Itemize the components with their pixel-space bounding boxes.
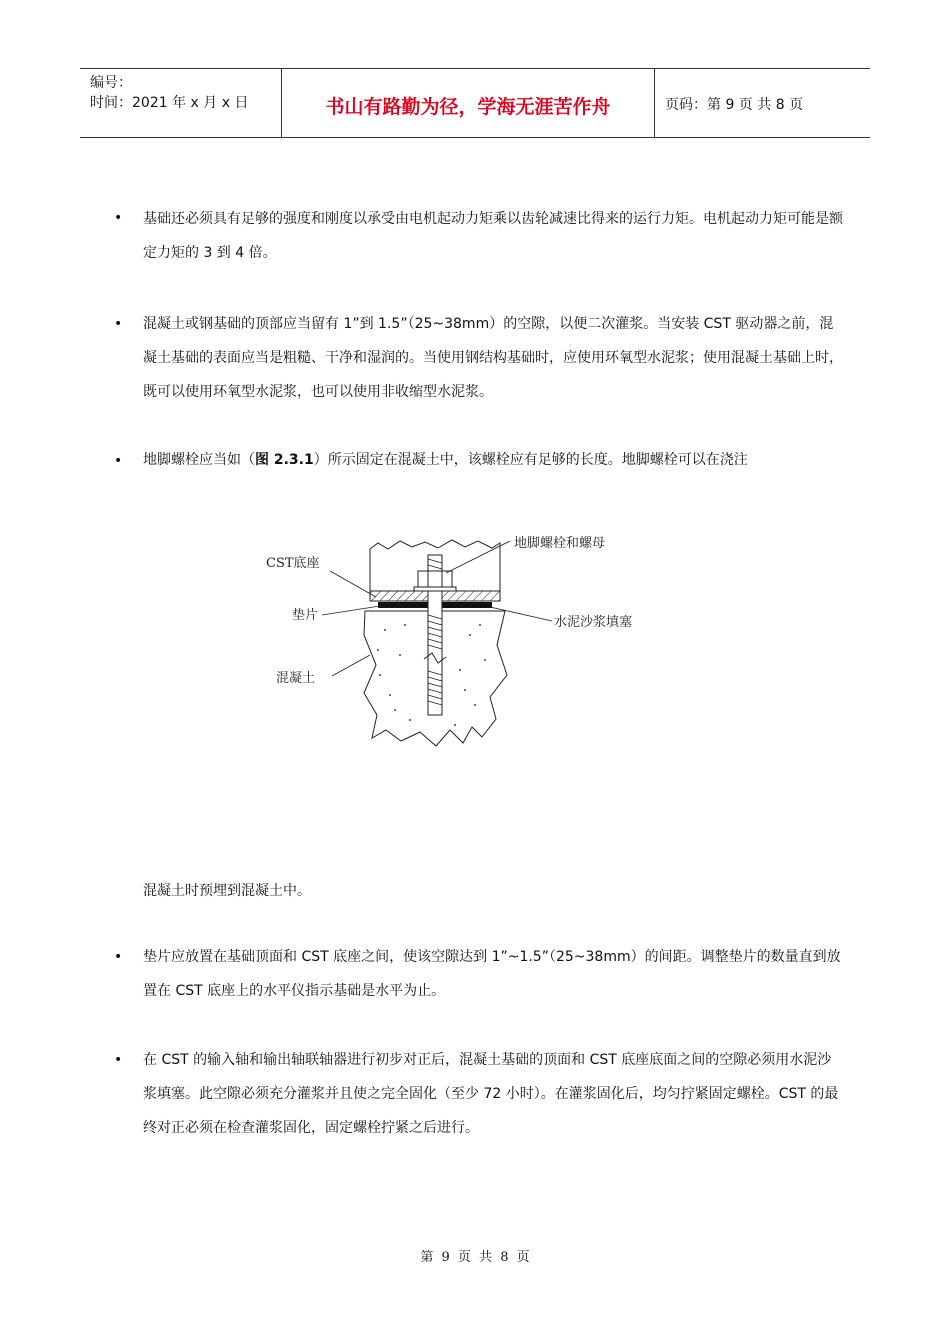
document-date-label: 时间：2021 年 x 月 x 日 [90, 95, 249, 111]
page-footer: 第 9 页 共 8 页 [420, 1250, 530, 1265]
header-cell-meta [80, 69, 282, 137]
paragraph-grout-gap: 混凝土或钢基础的顶部应当留有 1”到 1.5”（25~38mm）的空隙，以便二次灌浆。当安装 CST 驱动器之前，混凝土基础的表面应当是粗糙、干净和湿润的。当使用钢结构基础时，应使用环氧型水泥浆；使用混凝土基础上时，既可以使用环氧型水泥浆，也可以使用非收缩型水泥浆。 [143, 316, 843, 400]
paragraph-anchor-bolts-continued: 混凝土时预埋到混凝土中。 [143, 883, 311, 899]
paragraph-anchor-bolts-a: 地脚螺栓应当如（ [143, 452, 255, 468]
bullet-icon: • [114, 453, 123, 469]
label-anchor-bolt-nut: 地脚螺栓和螺母 [514, 536, 606, 551]
header-cell-page [655, 69, 870, 137]
label-concrete: 混凝土 [276, 671, 316, 686]
figure-reference: 图 2.3.1 [255, 452, 314, 468]
bolt-nut [418, 571, 452, 587]
bullet-icon: • [114, 949, 123, 965]
paragraph-shims: 垫片应放置在基础顶面和 CST 底座之间，使该空隙达到 1”~1.5”（25~38mm）的间距。调整垫片的数量直到放置在 CST 底座上的水平仪指示基础是水平为止。 [143, 949, 841, 999]
bullet-icon: • [114, 316, 123, 332]
bullet-icon: • [114, 1052, 123, 1068]
anchor-bolt-figure [260, 525, 660, 755]
page-header [80, 68, 870, 138]
header-page-label: 页码：第 9 页 共 8 页 [665, 97, 804, 113]
paragraph-final-alignment: 在 CST 的输入轴和输出轴联轴器进行初步对正后，混凝土基础的顶面和 CST 底座底面之间的空隙必须用水泥沙浆填塞。此空隙必须充分灌浆并且使之完全固化（至少 72 小时）。在灌浆固化后，均匀拧紧固定螺栓。CST 的最终对正必须在检查灌浆固化，固定螺栓拧紧之后进行。 [143, 1052, 839, 1136]
label-cst-base: CST底座 [266, 556, 320, 571]
bolt-washer [414, 587, 456, 591]
paragraph-foundation-strength: 基础还必须具有足够的强度和刚度以承受由电机起动力矩乘以齿轮减速比得来的运行力矩。电机起动力矩可能是额定力矩的 3 到 4 倍。 [143, 211, 843, 261]
paragraph-anchor-bolts [143, 443, 843, 477]
bullet-icon: • [114, 210, 123, 226]
header-motto: 书山有路勤为径，学海无涯苦作舟 [325, 96, 611, 118]
label-grout: 水泥沙浆填塞 [554, 615, 633, 630]
document-number-label: 编号： [90, 75, 132, 91]
header-cell-motto [282, 69, 655, 137]
paragraph-anchor-bolts-b: ）所示固定在混凝土中，该螺栓应有足够的长度。地脚螺栓可以在浇注 [313, 452, 748, 468]
label-shim: 垫片 [292, 608, 319, 623]
